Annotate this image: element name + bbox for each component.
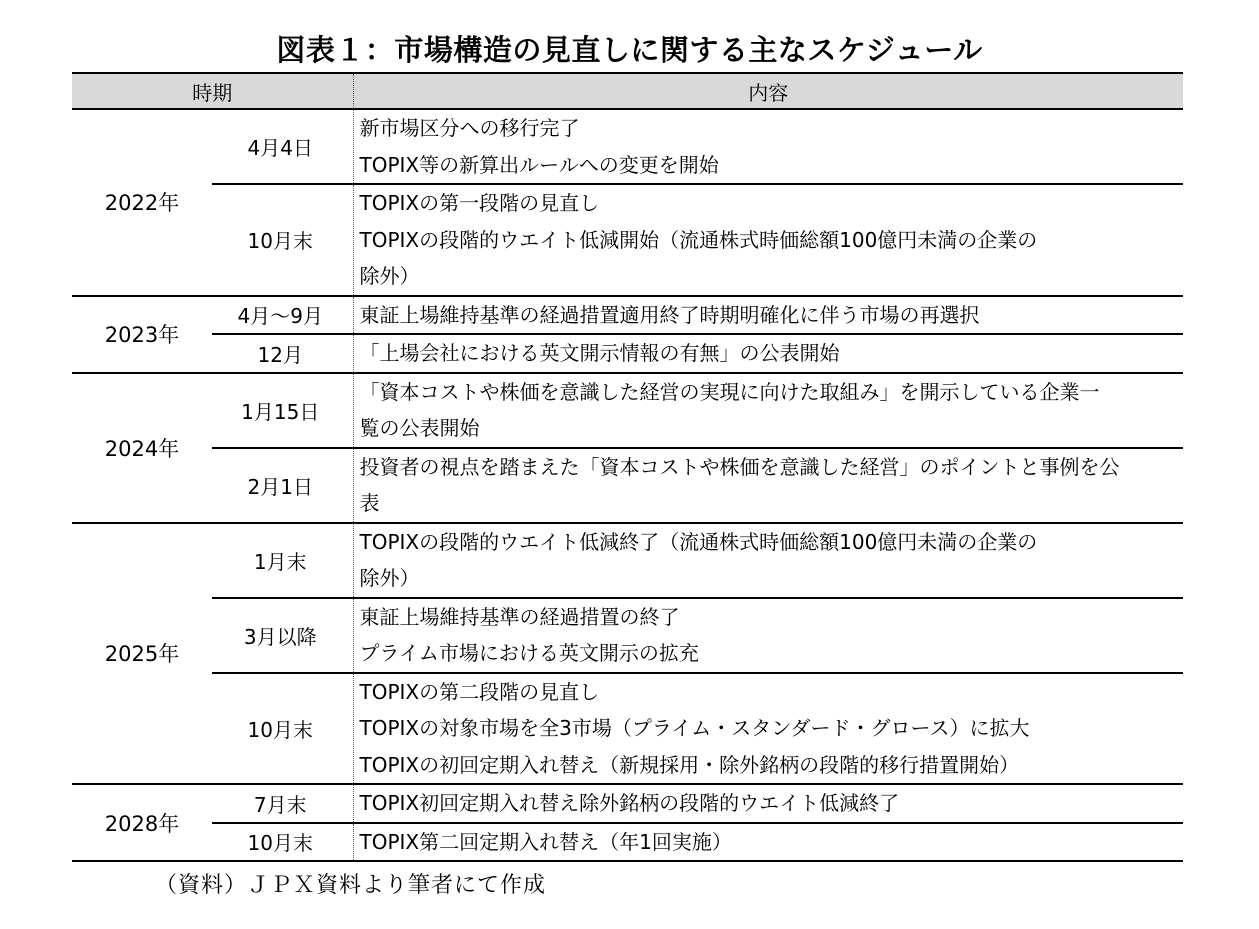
table-row xyxy=(72,448,1183,523)
content-line: TOPIXの第一段階の見直し xyxy=(359,191,600,215)
year-cell: 2024年 xyxy=(72,373,212,523)
content-cell xyxy=(353,296,1183,335)
date-cell: 4月4日 xyxy=(212,109,353,184)
content-line: 除外） xyxy=(359,566,420,590)
content-line: TOPIXの初回定期入れ替え（新規採用・除外銘柄の段階的移行措置開始） xyxy=(359,752,1020,777)
content-line: TOPIXの第二段階の見直し xyxy=(359,679,600,704)
table-row xyxy=(72,184,1183,296)
date-cell: 10月末 xyxy=(212,673,353,785)
content-cell xyxy=(353,784,1183,823)
table-row xyxy=(72,109,1183,184)
content-line: プライム市場における英文開示の拡充 xyxy=(359,641,699,665)
schedule-table xyxy=(72,72,1183,862)
content-line: TOPIXの段階的ウエイト低減終了（流通株式時価総額100億円未満の企業の xyxy=(359,529,1038,554)
content-line: 覧の公表開始 xyxy=(359,416,480,440)
content-line: 「上場会社における英文開示情報の有無」の公表開始 xyxy=(359,341,840,365)
content-cell xyxy=(353,373,1183,448)
content-line: 除外） xyxy=(359,264,420,288)
date-cell: 3月以降 xyxy=(212,598,353,673)
table-row xyxy=(72,373,1183,448)
date-cell: 4月～9月 xyxy=(212,296,353,335)
year-cell: 2023年 xyxy=(72,296,212,373)
source-note: （資料）ＪＰＸ資料より筆者にて作成 xyxy=(155,873,547,898)
content-cell xyxy=(353,673,1183,785)
content-cell xyxy=(353,823,1183,862)
date-cell: 1月末 xyxy=(212,523,353,598)
date-cell: 10月末 xyxy=(212,823,353,862)
content-cell xyxy=(353,184,1183,296)
content-line: 「資本コストや株価を意識した経営の実現に向けた取組み」を開示している企業一 xyxy=(359,379,1100,404)
date-cell: 12月 xyxy=(212,334,353,373)
content-line: 新市場区分への移行完了 xyxy=(359,116,580,140)
content-cell xyxy=(353,109,1183,184)
year-cell: 2028年 xyxy=(72,784,212,861)
header-content: 内容 xyxy=(353,73,1183,109)
table-row xyxy=(72,598,1183,673)
content-line: TOPIX第二回定期入れ替え（年1回実施） xyxy=(359,829,732,854)
content-line: TOPIXの段階的ウエイト低減開始（流通株式時価総額100億円未満の企業の xyxy=(359,227,1038,252)
date-cell: 10月末 xyxy=(212,184,353,296)
content-line: 東証上場維持基準の経過措置適用終了時期明確化に伴う市場の再選択 xyxy=(359,302,980,327)
table-header-row xyxy=(72,73,1183,109)
header-period: 時期 xyxy=(72,73,353,109)
date-cell: 1月15日 xyxy=(212,373,353,448)
year-cell: 2025年 xyxy=(72,523,212,785)
content-line: TOPIX等の新算出ルールへの変更を開始 xyxy=(359,152,719,177)
content-line: TOPIX初回定期入れ替え除外銘柄の段階的ウエイト低減終了 xyxy=(359,791,900,815)
content-line: 投資者の視点を踏まえた「資本コストや株価を意識した経営」のポイントと事例を公 xyxy=(359,454,1120,479)
content-cell xyxy=(353,523,1183,598)
table-row xyxy=(72,823,1183,862)
year-cell: 2022年 xyxy=(72,109,212,296)
table-row xyxy=(72,296,1183,335)
content-line: 東証上場維持基準の経過措置の終了 xyxy=(359,604,680,629)
table-row xyxy=(72,784,1183,823)
content-line: 表 xyxy=(359,491,380,515)
figure-title: 図表１：市場構造の見直しに関する主なスケジュール xyxy=(276,33,983,67)
content-cell xyxy=(353,448,1183,523)
content-cell xyxy=(353,598,1183,673)
table-row xyxy=(72,673,1183,785)
content-cell xyxy=(353,334,1183,373)
table-row xyxy=(72,523,1183,598)
date-cell: 2月1日 xyxy=(212,448,353,523)
content-line: TOPIXの対象市場を全3市場（プライム・スタンダード・グロース）に拡大 xyxy=(359,716,1030,740)
date-cell: 7月末 xyxy=(212,784,353,823)
table-row xyxy=(72,334,1183,373)
